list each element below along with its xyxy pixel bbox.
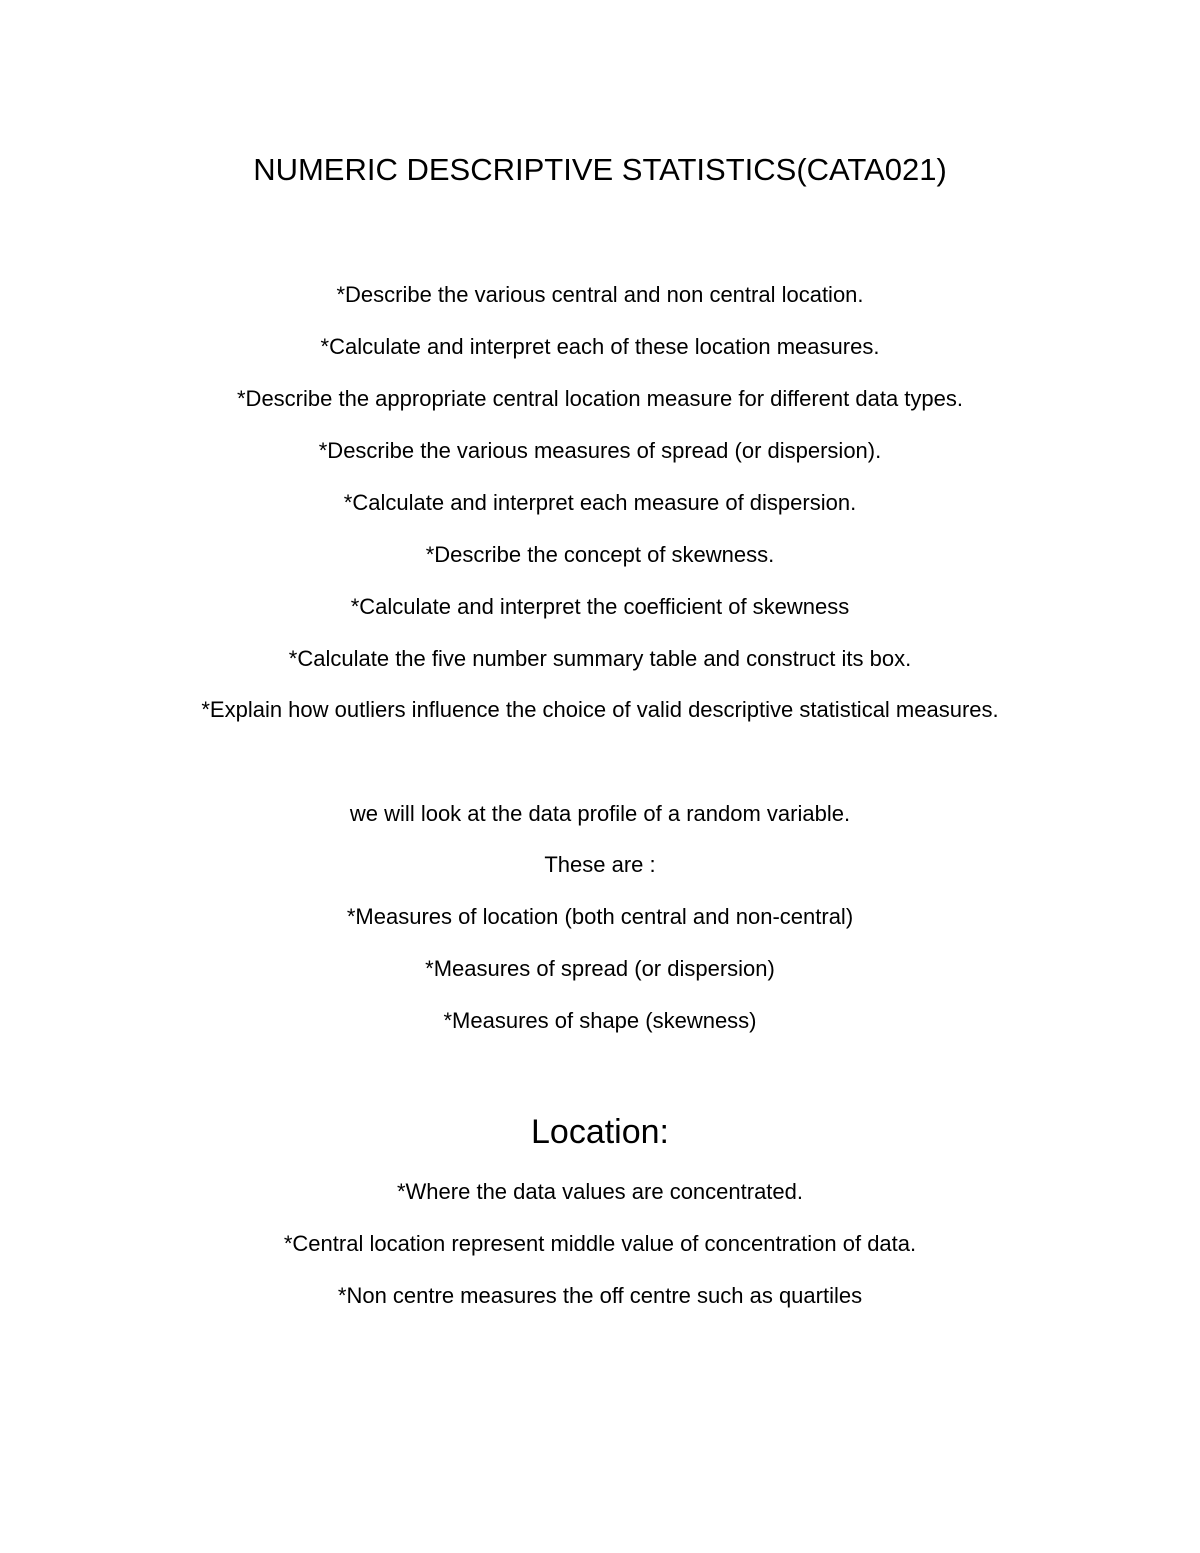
profile-item: *Measures of location (both central and non-central) bbox=[346, 904, 854, 929]
profile-item: *Measures of shape (skewness) bbox=[443, 1008, 757, 1033]
profile-item: *Measures of spread (or dispersion) bbox=[425, 956, 775, 981]
objective-item: *Calculate and interpret the coefficient of skewness bbox=[350, 594, 850, 619]
objective-item: *Calculate and interpret each measure of dispersion. bbox=[343, 490, 857, 515]
location-heading: Location: bbox=[531, 1113, 669, 1151]
objective-item: *Describe the concept of skewness. bbox=[425, 542, 775, 567]
objective-item: *Calculate the five number summary table and construct its box. bbox=[288, 646, 912, 671]
location-item: *Non centre measures the off centre such as quartiles bbox=[337, 1283, 863, 1308]
document-title: NUMERIC DESCRIPTIVE STATISTICS(CATA021) bbox=[253, 152, 947, 187]
objective-item: *Describe the various central and non central location. bbox=[336, 282, 864, 307]
objective-item: *Describe the various measures of spread (or dispersion). bbox=[318, 438, 882, 463]
objective-item: *Describe the appropriate central location measure for different data types. bbox=[237, 386, 963, 411]
objective-item: *Explain how outliers influence the choice of valid descriptive statistical measures. bbox=[201, 697, 999, 722]
objective-item: *Calculate and interpret each of these location measures. bbox=[320, 334, 880, 359]
intro-line: we will look at the data profile of a random variable. bbox=[349, 801, 851, 826]
intro-line: These are : bbox=[544, 852, 656, 877]
location-item: *Central location represent middle value of concentration of data. bbox=[283, 1231, 917, 1256]
location-item: *Where the data values are concentrated. bbox=[396, 1179, 804, 1204]
